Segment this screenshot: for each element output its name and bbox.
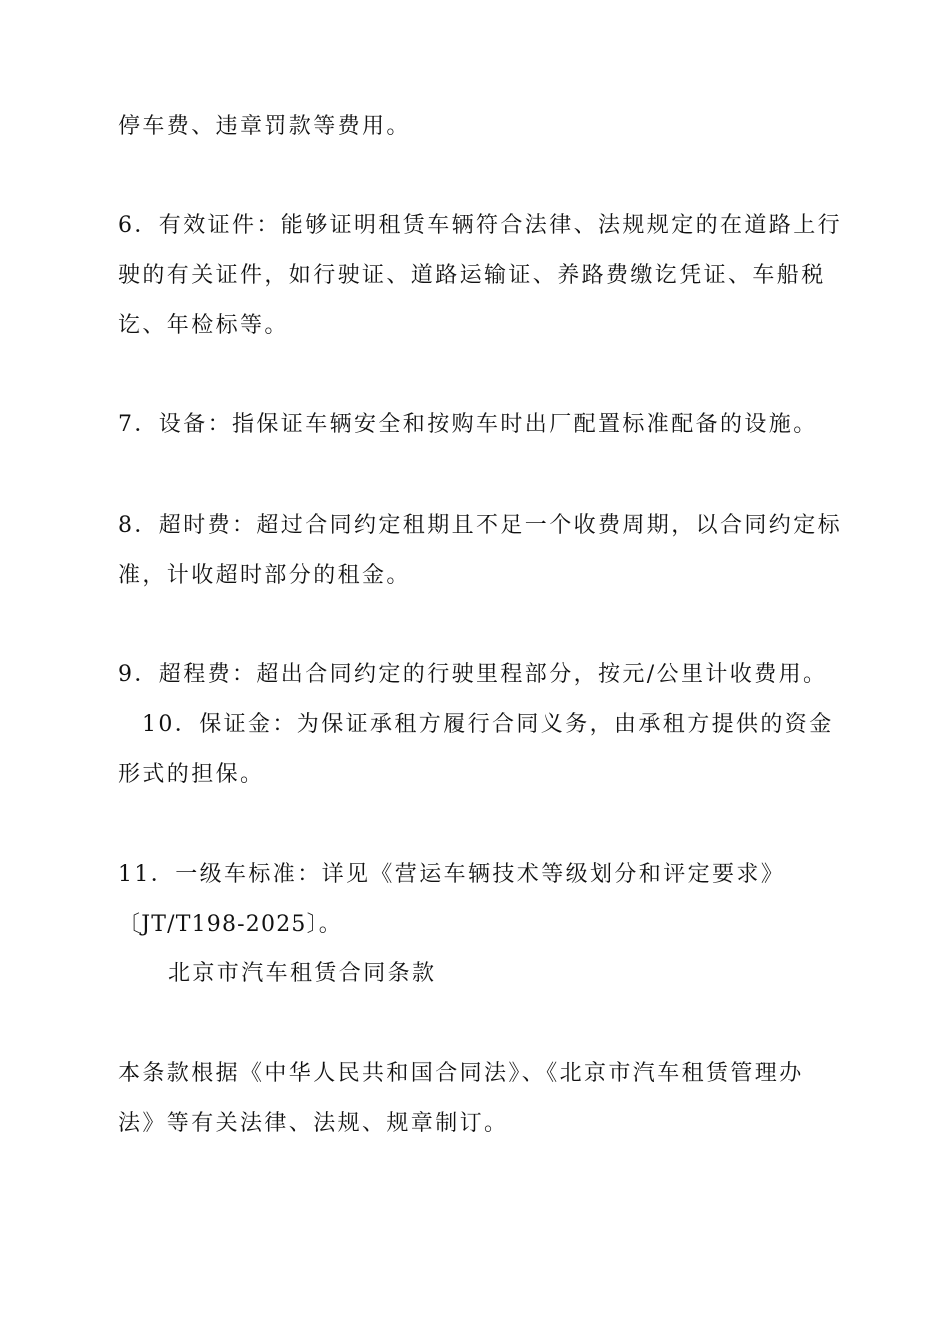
text-line: 10．保证金：为保证承租方履行合同义务，由承租方提供的资金	[142, 712, 834, 737]
text-line: 法》等有关法律、法规、规章制订。	[118, 1111, 509, 1136]
text-line: 形式的担保。	[118, 762, 265, 787]
section-title: 北京市汽车租赁合同条款	[168, 961, 437, 986]
text-line: 6．有效证件：能够证明租赁车辆符合法律、法规规定的在道路上行	[118, 213, 842, 238]
text-line: 准，计收超时部分的租金。	[118, 563, 411, 588]
text-line: 〔JT/T198-2025〕。	[118, 912, 342, 937]
text-line: 讫、年检标等。	[118, 313, 289, 338]
text-line: 9．超程费：超出合同约定的行驶里程部分，按元/公里计收费用。	[118, 662, 828, 687]
text-line: 驶的有关证件，如行驶证、道路运输证、养路费缴讫凭证、车船税	[118, 263, 826, 288]
text-line: 本条款根据《中华人民共和国合同法》、《北京市汽车租赁管理办	[118, 1061, 804, 1086]
text-line: 11．一级车标准：详见《营运车辆技术等级划分和评定要求》	[118, 862, 786, 887]
text-line: 8．超时费：超过合同约定租期且不足一个收费周期，以合同约定标	[118, 513, 842, 538]
text-line: 停车费、违章罚款等费用。	[118, 114, 411, 139]
text-line: 7．设备：指保证车辆安全和按购车时出厂配置标准配备的设施。	[118, 412, 818, 437]
